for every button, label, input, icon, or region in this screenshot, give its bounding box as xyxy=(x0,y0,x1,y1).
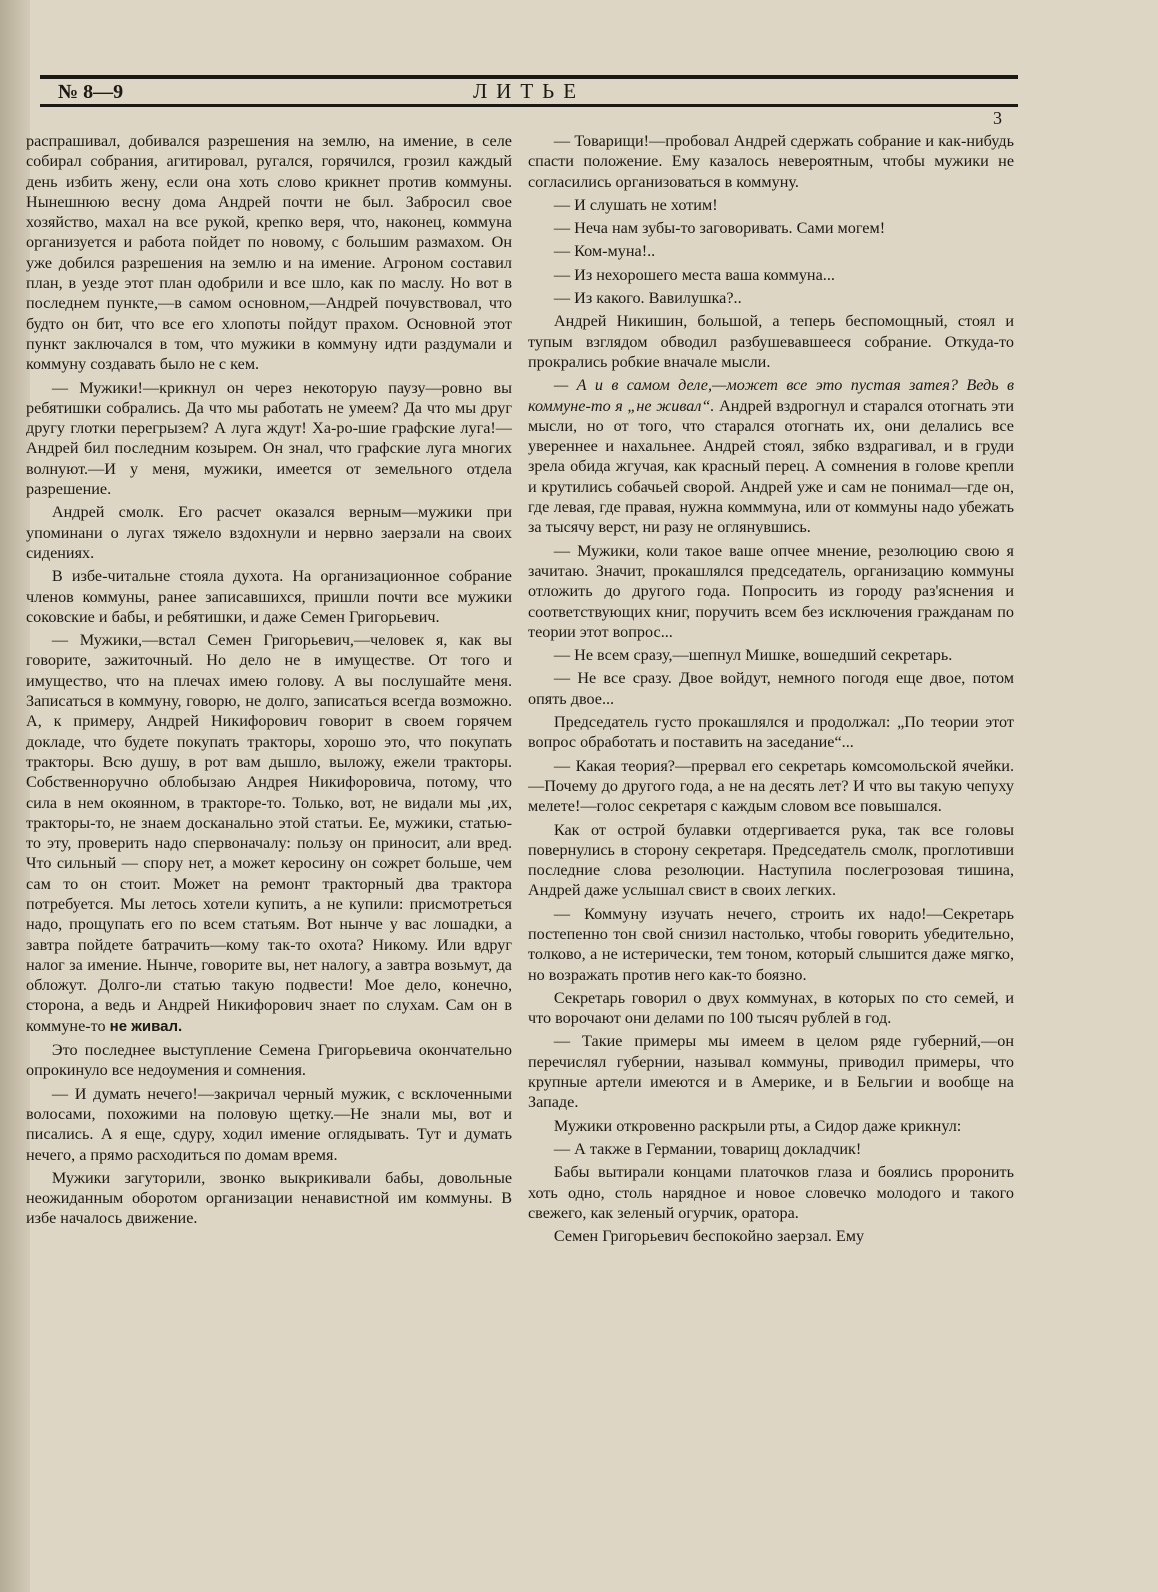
paragraph: Мужики откровенно раскрыли рты, а Сидор даже крикнул: xyxy=(553,1116,962,1135)
paragraph: — Коммуну изучать нечего, строить их надо!—Секретарь постепенно тон свой снизил настолько, чтобы говорить убедительно, толково, а не истерически, тем тоном, который слышится даже мягко, но возражать против него как-то боязно. xyxy=(528,904,1014,984)
paragraph: Мужики загуторили, звонко выкрикивали бабы, довольные неожиданным оборотом организации ненавистной им коммуны. В избе началось движение. xyxy=(26,1168,512,1228)
paragraph: — Такие примеры мы имеем в целом ряде губерний,—он перечислял губернии, называл коммуны, приводил примеры, что крупные артели имеются и в Америке, и в Бельгии и вообще на Западе. xyxy=(528,1032,1014,1112)
left-column xyxy=(26,131,512,1571)
issue-number: № 8—9 xyxy=(58,81,124,103)
right-column xyxy=(528,131,1014,1571)
paragraph: — А также в Германии, товарищ докладчик! xyxy=(553,1139,862,1158)
paragraph: Председатель густо прокашлялся и продолжал: „По теории этот вопрос обработать и поставить на заседание“... xyxy=(528,713,1014,752)
paragraph xyxy=(26,630,512,1037)
page-header xyxy=(40,75,1018,127)
paragraph-text: Андрей вздрогнул и старался отогнать эти мысли, но от того, что старался отогнать их, они делались все увереннее и нахальнее. Андрей стоял, зябко вздрагивал, и в груди зрела обида жгучая, как красный перец. А сомнения в голове крепли и крутились собачьей сворой. Андрей уже и сам не понимал—где он, где левая, где правая, нужна комммуна, или от коммуны надо убежать за тысячу верст, ни разу не оглянувшись. xyxy=(528,396,1014,537)
paragraph: Секретарь говорил о двух коммунах, в которых по сто семей, и что ворочают они делами по 100 тысяч рублей в год. xyxy=(528,988,1014,1028)
page-number: 3 xyxy=(993,108,1002,128)
paragraph: — И слушать не хотим! xyxy=(553,195,718,214)
paragraph: Бабы вытирали концами платочков глаза и боялись проронить хоть одно, столь нарядное и новое словечко молодого и такого свежего, как зеленый огурчик, оратора. xyxy=(528,1163,1014,1222)
paragraph: — Из нехорошего места ваша коммуна... xyxy=(553,265,835,284)
italic-thought: — А и в самом деле,—может все это пустая затея? Ведь в коммуне-то я „не живал“. xyxy=(528,376,1014,415)
bold-phrase: не живал. xyxy=(109,1017,183,1035)
paragraph: Андрей Никишин, большой, а теперь беспомощный, стоял и тупым взглядом обводил разбушевавшееся собрание. Откуда-то прокрались робкие вначале мысли. xyxy=(528,312,1014,371)
journal-title: ЛИТЬЕ xyxy=(472,79,586,103)
paragraph: — И думать нечего!—закричал черный мужик, с всклоченными волосами, похожими на половую щетку.—Не знали мы, вот и писались. А я еще, сдуру, ходил имение оглядывать. Тут и думать нечего, а прямо расходиться по домам время. xyxy=(26,1084,512,1164)
paragraph: — Неча нам зубы-то заговоривать. Сами могем! xyxy=(553,219,886,238)
paragraph: — Из какого. Вавилушка?.. xyxy=(553,289,742,308)
paragraph: — Товарищи!—пробовал Андрей сдержать собрание и как-нибудь спасти положение. Ему казалось невероятным, чтобы мужики не согласились организоваться в коммуну. xyxy=(528,132,1014,191)
paragraph: — Не все сразу. Двое войдут, немного погодя еще двое, потом опять двое... xyxy=(528,669,1014,708)
paragraph: Это последнее выступление Семена Григорьевича окончательно опрокинуло все недоумения и сомнения. xyxy=(26,1041,512,1080)
paragraph: — Ком-муна!.. xyxy=(553,242,656,261)
paragraph: распрашивал, добивался разрешения на землю, на имение, в селе собирал собрания, агитировал, ругался, горячился, грозил каждый день избить жену, если она хоть слово крикнет против коммуны. Нынешнюю весну дома Андрей почти не был. Забросил свое хозяйство, махал на все рукой, крепко веря, что, наконец, коммуна организуется и работа пойдет по новому, с большим размахом. Он уже добился разрешения на землю и на имение. Агроном составил план, в уезде этот план одобрили и все шло, как по маслу. Но вот в последнем пункте,—в самом основном,—Андрей почувствовал, что будто он бит, что все его хлопоты пойдут прахом. Основной этот пункт заключался в том, что мужики в коммуну идти раздумали и коммуну создавать было не с кем. xyxy=(26,132,512,374)
paragraph: — Мужики, коли такое ваше опчее мнение, резолюцию свою я зачитаю. Значит, прокашлялся председатель, организацию коммуны отложить до другого года. Попросить из городу раз'яснения и соответствующих книг, поручить всем без исключения гражданам по теории этот вопрос... xyxy=(528,541,1014,641)
paragraph: Как от острой булавки отдергивается рука, так все головы повернулись в сторону секретаря. Председатель смолк, проглотивши последние слова резолюции. Наступила послегрозовая тишина, Андрей даже услышал свист в своих легких. xyxy=(528,820,1014,900)
paragraph xyxy=(528,375,1014,537)
paragraph: В избе-читальне стояла духота. На организационное собрание членов коммуны, ранее записавшихся, пришли почти все мужики соковские и бабы, и ребятишки, и даже Семен Григорьевич. xyxy=(26,567,512,626)
paragraph: Андрей смолк. Его расчет оказался верным—мужики при упоминани о лугах тяжело вздохнули и нервно заерзали на своих сидениях. xyxy=(26,503,512,562)
paragraph: Семен Григорьевич беспокойно заерзал. Ему xyxy=(553,1227,865,1246)
header-rule-bottom xyxy=(40,104,1018,107)
paragraph: — Какая теория?—прервал его секретарь комсомольской ячейки.—Почему до другого года, а не на десять лет? И что вы такую чепуху мелете!—голос секретаря с каждым словом все повышался. xyxy=(528,756,1014,816)
paragraph-text: — Мужики,—встал Семен Григорьевич,—человек я, как вы говорите, зажиточный. Но дело не в имуществе. От того и имущество, что на плечах имею голову. А вы послушайте меня. Записаться в коммуну, говорю, не долго, записаться всегда возможно. А, к примеру, Андрей Никифорович говорит в своем горячем докладе, что будете покупать тракторы, хорошо это, что покупать тракторы. Всю душу, в рот вам дышло, выложу, ежели тракторы. Собственноручно облобызаю Андрея Никифоровича, потому, что сила в нем окоянном, в тракторе-то. Только, вот, не видали мы ,их, тракторы-то, не знаем досканально этой статьи. Ее, мужики, статью-то эту, проверить надо спервоначалу: пользу он приносит, али вред. Что сильный — спору нет, а может керосину он сожрет больше, чем сам то он стоит. Может на ремонт тракторный два трактора потребуется. Мы летось хотели купить, а не купили: присмотреться надо, прощупать его по всем статьям. Вот нынче у вас лошадки, а завтра пойдете батрачить—кому так-то охота? Никому. Или вдруг налог за имение. Нынче, говорите вы, нет налогу, а завтра возьмут, да обложут. Долго-ли статью такую подвести! Мое дело, конечно, сторона, а ведь и Андрей Никифорович знает по слухам. Сам он в коммуне-то xyxy=(26,631,512,1035)
paragraph: — Не всем сразу,—шепнул Мишке, вошедший секретарь. xyxy=(553,646,953,665)
paragraph: — Мужики!—крикнул он через некоторую паузу—ровно вы ребятишки собрались. Да что мы работать не умеем? Да что мы друг другу глотки перегрызем? А луга ждут! Ха-ро-шие графские луга!—Андрей бил последним козырем. Он знал, что графские луга многих волнуют.—И у меня, мужики, имеется от земельного отдела разрешение. xyxy=(26,378,512,499)
